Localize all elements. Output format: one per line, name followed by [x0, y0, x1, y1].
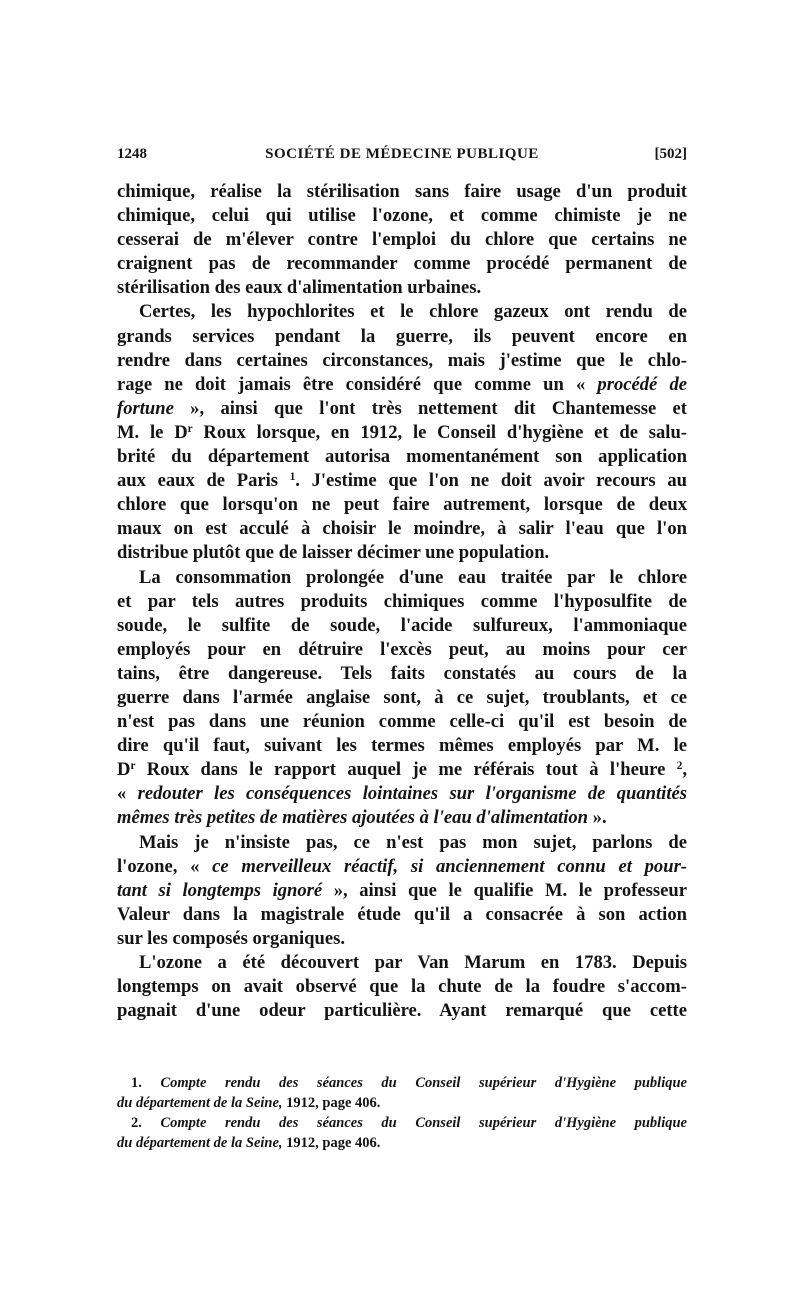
text-line: n'est pas dans une réunion comme celle-ci qu'il est besoin de — [117, 711, 687, 733]
running-title: SOCIÉTÉ DE MÉDECINE PUBLIQUE — [265, 146, 539, 162]
text-line: rage ne doit jamais être considéré que comme un « procédé de — [117, 373, 687, 395]
text-line: chimique, celui qui utilise l'ozone, et comme chimiste je ne — [117, 205, 687, 227]
text-line: guerre dans l'armée anglaise sont, à ce sujet, troublants, et ce — [117, 686, 687, 708]
text-line: $D^r$ Roux dans le rapport auquel je me référais tout à l'heure $^2$, — [117, 759, 687, 781]
text-line: et par tels autres produits chimiques comme l'hyposulfite de — [117, 590, 687, 612]
page-number: 1248 — [117, 146, 147, 162]
text-line: tant si longtemps ignoré », ainsi que le qualifie M. le professeur — [117, 879, 687, 901]
footnote-ref: 1 — [289, 471, 296, 483]
text-line: pagnait d'une odeur particulière. Ayant remarqué que cette — [117, 1000, 687, 1022]
text-line: La consommation prolongée d'une eau traitée par le chlore — [139, 566, 687, 588]
text-line: fortune », ainsi que l'ont très nettement dit Chantemesse et — [117, 397, 687, 419]
footnote-1 — [117, 1074, 687, 1113]
text-line: brité du département autorisa momentanément son application — [117, 446, 687, 468]
text-line: l'ozone, « ce merveilleux réactif, si anciennement connu et pour- — [117, 855, 687, 877]
footnote-line: 2. Compte rendu des séances du Conseil supérieur d'Hygiène publique — [131, 1115, 687, 1131]
text-line: tains, être dangereuse. Tels faits constatés au cours de la — [117, 662, 687, 684]
text-line: sur les composés organiques. — [117, 927, 345, 949]
text-line: craignent pas de recommander comme procédé permanent de — [117, 253, 687, 275]
running-header — [117, 146, 687, 168]
text-line: chlore que lorsqu'on ne peut faire autrement, lorsque de deux — [117, 494, 687, 516]
text-line: « redouter les conséquences lointaines sur l'organisme de quantités — [117, 783, 687, 805]
text-line: mêmes très petites de matières ajoutées à l'eau d'alimentation ». — [117, 807, 607, 829]
text-line: chimique, réalise la stérilisation sans faire usage d'un produit — [117, 181, 687, 202]
text-line: Valeur dans la magistrale étude qu'il a consacrée à son action — [117, 903, 687, 925]
section-number: [502] — [654, 146, 687, 162]
page-body — [117, 180, 687, 1023]
text-line: Certes, les hypochlorites et le chlore gazeux ont rendu de — [139, 301, 687, 323]
text-line: Mais je n'insiste pas, ce n'est pas mon sujet, parlons de — [139, 831, 687, 853]
text-line: L'ozone a été découvert par Van Marum en 1783. Depuis — [139, 952, 687, 973]
text-line: stérilisation des eaux d'alimentation urbaines. — [117, 277, 482, 299]
footnote-line: du département de la Seine, 1912, page 406. — [117, 1094, 381, 1111]
text-line: longtemps on avait observé que la chute de la foudre s'accom- — [117, 976, 687, 998]
text-line: cesserai de m'élever contre l'emploi du chlore que certains ne — [117, 229, 687, 251]
footnote-ref: 2 — [676, 760, 683, 773]
text-line: aux eaux de Paris $^1$. J'estime que l'on ne doit avoir recours au — [117, 470, 687, 492]
text-line: soude, le sulfite de soude, l'acide sulfureux, l'ammoniaque — [117, 614, 687, 636]
text-line: maux on est acculé à choisir le moindre, à salir l'eau que l'on — [117, 518, 687, 540]
text-line: rendre dans certaines circonstances, mais j'estime que le chlo- — [117, 349, 687, 371]
text-line: dire qu'il faut, suivant les termes mêmes employés par M. le — [117, 735, 687, 757]
footnote-line: 1. Compte rendu des séances du Conseil supérieur d'Hygiène publique — [131, 1075, 687, 1091]
footnote-line: du département de la Seine, 1912, page 406. — [117, 1134, 381, 1151]
footnote-2 — [117, 1114, 687, 1153]
text-line: distribue plutôt que de laisser décimer une population. — [117, 542, 550, 564]
text-line: M. le $D^r$ Roux lorsque, en 1912, le Conseil d'hygiène et de salu- — [117, 421, 687, 443]
text-line: grands services pendant la guerre, ils peuvent encore en — [117, 325, 687, 347]
text-line: employés pour en détruire l'excès peut, au moins pour cer — [117, 638, 687, 660]
